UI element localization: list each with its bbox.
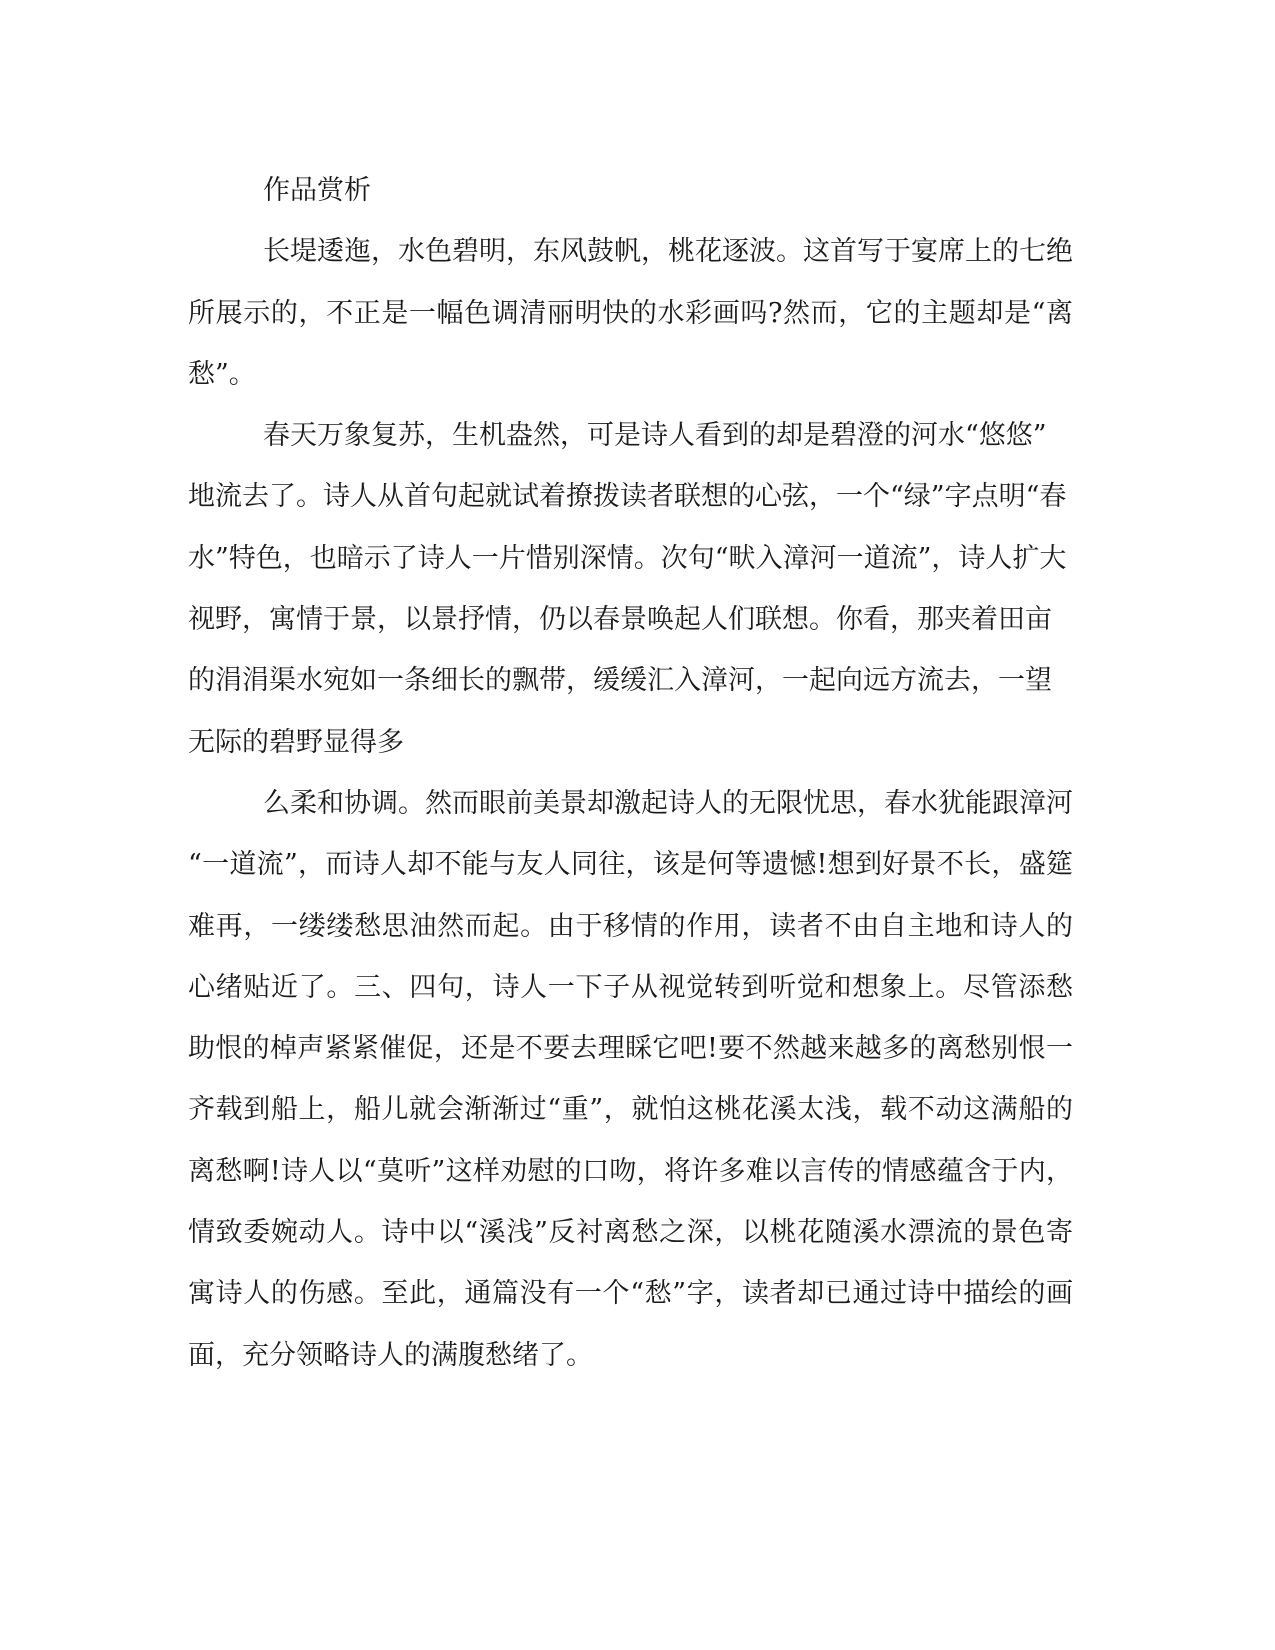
text-block (188, 160, 1073, 1386)
paragraph-3: 么柔和协调。然而眼前美景却激起诗人的无限忧思，春水犹能跟漳河“一道流”，而诗人却不能与友人同往，该是何等遗憾!想到好景不长，盛筵难再，一缕缕愁思油然而起。由于移情的作用，读者不由自主地和诗人的心绪贴近了。三、四句，诗人一下子从视觉转到听觉和想象上。尽管添愁助恨的棹声紧紧催促，还是不要去理睬它吧!要不然越来越多的离愁别恨一齐载到船上，船儿就会渐渐过“重”，就怕这桃花溪太浅，载不动这满船的离愁啊!诗人以“莫听”这样劝慰的口吻，将许多难以言传的情感蕴含于内，情致委婉动人。诗中以“溪浅”反衬离愁之深，以桃花随溪水漂流的景色寄寓诗人的伤感。至此，通篇没有一个“愁”字，读者却已通过诗中描绘的画面，充分领略诗人的满腹愁绪了。 (188, 787, 1073, 1371)
section-heading: 作品赏析 (263, 175, 371, 206)
paragraph-1: 长堤逶迤，水色碧明，东风鼓帆，桃花逐波。这首写于宴席上的七绝所展示的，不正是一幅色调清丽明快的水彩画吗?然而，它的主题却是“离愁”。 (188, 236, 1073, 390)
paragraph-2: 春天万象复苏，生机盎然，可是诗人看到的却是碧澄的河水“悠悠”地流去了。诗人从首句起就试着撩拨读者联想的心弦，一个“绿”字点明“春水”特色，也暗示了诗人一片惜别深情。次句“畎入漳河一道流”，诗人扩大视野，寓情于景，以景抒情，仍以春景唤起人们联想。你看，那夹着田亩的涓涓渠水宛如一条细长的飘带，缓缓汇入漳河，一起向远方流去，一望无际的碧野显得多 (188, 420, 1067, 758)
